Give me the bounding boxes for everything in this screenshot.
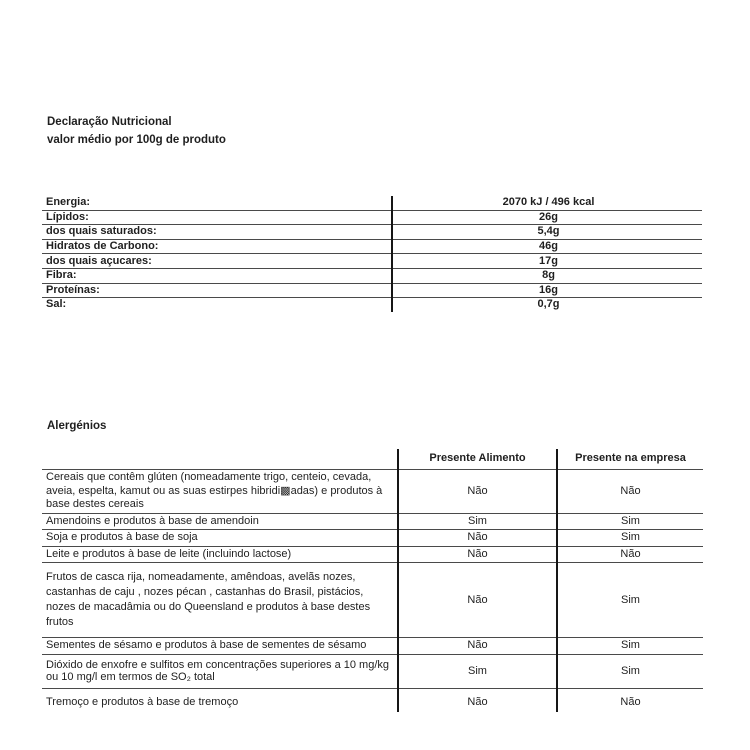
allergen-row-amendoins — [42, 513, 703, 530]
nutrition-title-block — [47, 113, 226, 149]
allergens-table — [42, 449, 703, 712]
nutrient-label: Proteínas: — [42, 283, 392, 298]
column-header-presente-empresa: Presente na empresa — [557, 449, 703, 470]
nutrition-row-sal — [42, 298, 702, 312]
allergen-row-frutos-casca-rija — [42, 563, 703, 638]
allergen-present-food: Sim — [398, 654, 557, 688]
allergen-present-food: Não — [398, 688, 557, 712]
allergen-row-dioxido-enxofre — [42, 654, 703, 688]
nutrient-value: 46g — [392, 239, 702, 254]
allergens-header-row — [42, 449, 703, 470]
nutrition-table — [42, 196, 702, 312]
nutrition-subtitle: valor médio por 100g de produto — [47, 134, 226, 146]
allergens-title: Alergénios — [47, 420, 107, 432]
allergen-label: Amendoins e produtos à base de amendoin — [42, 513, 398, 530]
nutrition-row-lipidos — [42, 210, 702, 225]
allergen-present-food: Sim — [398, 513, 557, 530]
allergen-label: Frutos de casca rija, nomeadamente, amêndoas, avelãs nozes, castanhas de caju , nozes pécan , castanhas do Brasil, pistácios, nozes de macadâmia ou do Queensland e produtos à base destes frutos — [42, 563, 398, 638]
nutrient-value: 5,4g — [392, 225, 702, 240]
allergen-present-food: Não — [398, 563, 557, 638]
allergen-label: Sementes de sésamo e produtos à base de sementes de sésamo — [42, 638, 398, 655]
nutrition-row-hidratos — [42, 239, 702, 254]
nutrition-title: Declaração Nutricional — [47, 116, 172, 128]
nutrient-label: dos quais açucares: — [42, 254, 392, 269]
allergen-present-company: Sim — [557, 513, 703, 530]
nutrition-row-proteinas — [42, 283, 702, 298]
nutrition-row-fibra — [42, 268, 702, 283]
allergen-row-soja — [42, 530, 703, 547]
allergens-header-empty-cell — [42, 449, 398, 470]
allergen-row-leite — [42, 546, 703, 563]
nutrient-value: 16g — [392, 283, 702, 298]
nutrient-value: 0,7g — [392, 298, 702, 312]
allergen-label: Cereais que contêm glúten (nomeadamente trigo, centeio, cevada, aveia, espelta, kamut ou as suas estirpes hibridi▩adas) e produtos à base destes cereais — [42, 470, 398, 514]
nutrient-value: 26g — [392, 210, 702, 225]
nutrition-row-saturados — [42, 225, 702, 240]
nutrient-label: Fibra: — [42, 268, 392, 283]
allergen-present-company: Sim — [557, 654, 703, 688]
allergen-row-cereais-gluten — [42, 470, 703, 514]
nutrition-row-energia — [42, 196, 702, 210]
allergen-present-company: Não — [557, 470, 703, 514]
allergen-present-food: Não — [398, 470, 557, 514]
allergen-present-company: Sim — [557, 530, 703, 547]
nutrient-label: Sal: — [46, 298, 67, 311]
allergen-present-company: Não — [557, 546, 703, 563]
allergen-present-food: Não — [398, 530, 557, 547]
nutrient-value: 17g — [392, 254, 702, 269]
allergen-present-food: Não — [398, 546, 557, 563]
allergen-label: Leite e produtos à base de leite (incluindo lactose) — [42, 546, 398, 563]
allergen-present-company: Não — [557, 688, 703, 712]
nutrient-label: Hidratos de Carbono: — [42, 239, 392, 254]
allergen-label: Tremoço e produtos à base de tremoço — [46, 695, 239, 708]
allergen-present-company: Sim — [557, 638, 703, 655]
nutrient-label: Lípidos: — [42, 210, 392, 225]
nutrient-value: 8g — [392, 268, 702, 283]
allergen-present-food: Não — [398, 638, 557, 655]
allergen-row-sesamo — [42, 638, 703, 655]
nutrient-value: 2070 kJ / 496 kcal — [392, 196, 702, 210]
nutrition-row-acucares — [42, 254, 702, 269]
allergen-label: Dióxido de enxofre e sulfitos em concentrações superiores a 10 mg/kg ou 10 mg/l em termos de SO₂ total — [42, 654, 398, 688]
nutrient-label: Energia: — [42, 196, 392, 210]
allergen-row-tremoco — [42, 688, 703, 712]
allergen-present-company: Sim — [557, 563, 703, 638]
nutrient-label: dos quais saturados: — [42, 225, 392, 240]
allergen-label: Soja e produtos à base de soja — [42, 530, 398, 547]
column-header-presente-alimento: Presente Alimento — [398, 449, 557, 470]
